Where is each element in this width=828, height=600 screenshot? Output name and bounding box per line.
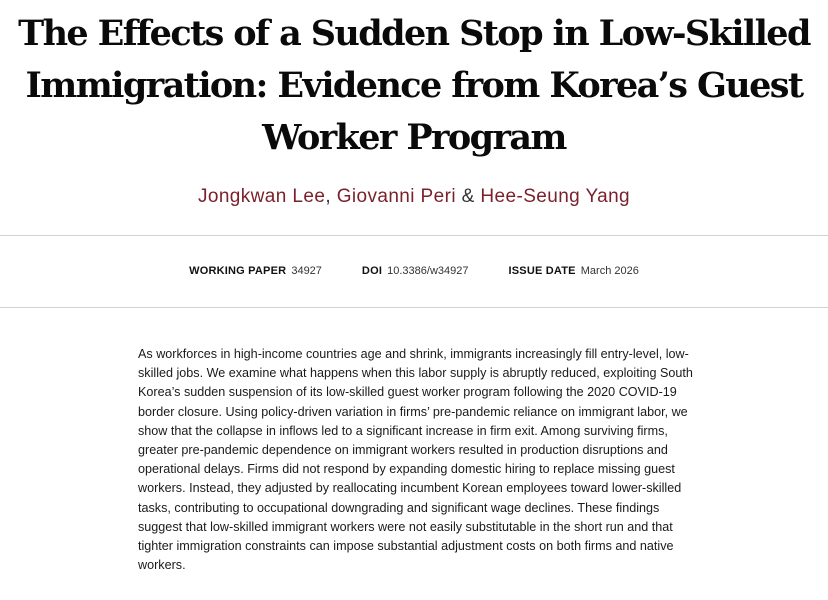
doi-label: DOI: [361, 265, 383, 277]
author-link-jongkwan-lee[interactable]: Jongkwan Lee: [197, 186, 326, 207]
author-separator-ampersand: &: [461, 186, 475, 207]
paper-metadata: [0, 262, 828, 280]
abstract-text: As workforces in high-income countries age and shrink, immigrants increasingly fill entry-level, low-skilled jobs. We examine what happens when this labor supply is abruptly reduced, exploiting South Korea’s sudden suspension of its low-skilled guest worker program following the 2020 COVID-19 border closure. Using policy-driven variation in firms’ pre-pandemic reliance on immigrant labor, we show that the collapse in inflows led to a significant increase in firm exit. Among surviving firms, greater pre-pandemic dependence on immigrant workers resulted in production disruptions and operational delays. Firms did not respond by expanding domestic hiring to replace missing guest workers. Instead, they adjusted by reallocating incumbent Korean employees toward lower-skilled tasks, contributing to occupational downgrading and significant wage declines. These findings suggest that low-skilled immigrant workers were not easily substitutable in the short run and that tighter immigration constraints can impose substantial adjustment costs on both firms and native workers.: [138, 347, 693, 573]
paper-title: The Effects of a Sudden Stop in Low-Skilled Immigration: Evidence from Korea’s Guest Worker Program: [18, 13, 810, 158]
issue-date-value: March 2026: [580, 265, 639, 277]
issue-date: [509, 262, 639, 280]
divider-top: [0, 235, 828, 236]
working-paper-label: WORKING PAPER: [189, 265, 287, 277]
author-link-hee-seung-yang[interactable]: Hee-Seung Yang: [480, 186, 631, 207]
divider-bottom: [0, 307, 828, 308]
working-paper-value: 34927: [291, 265, 322, 277]
doi: [362, 262, 469, 280]
author-list: [0, 184, 828, 210]
author-link-giovanni-peri[interactable]: Giovanni Peri: [336, 186, 456, 207]
working-paper-number: [189, 262, 322, 280]
author-separator-comma: ,: [325, 186, 331, 207]
issue-date-label: ISSUE DATE: [508, 265, 576, 277]
doi-value: 10.3386/w34927: [387, 265, 469, 277]
